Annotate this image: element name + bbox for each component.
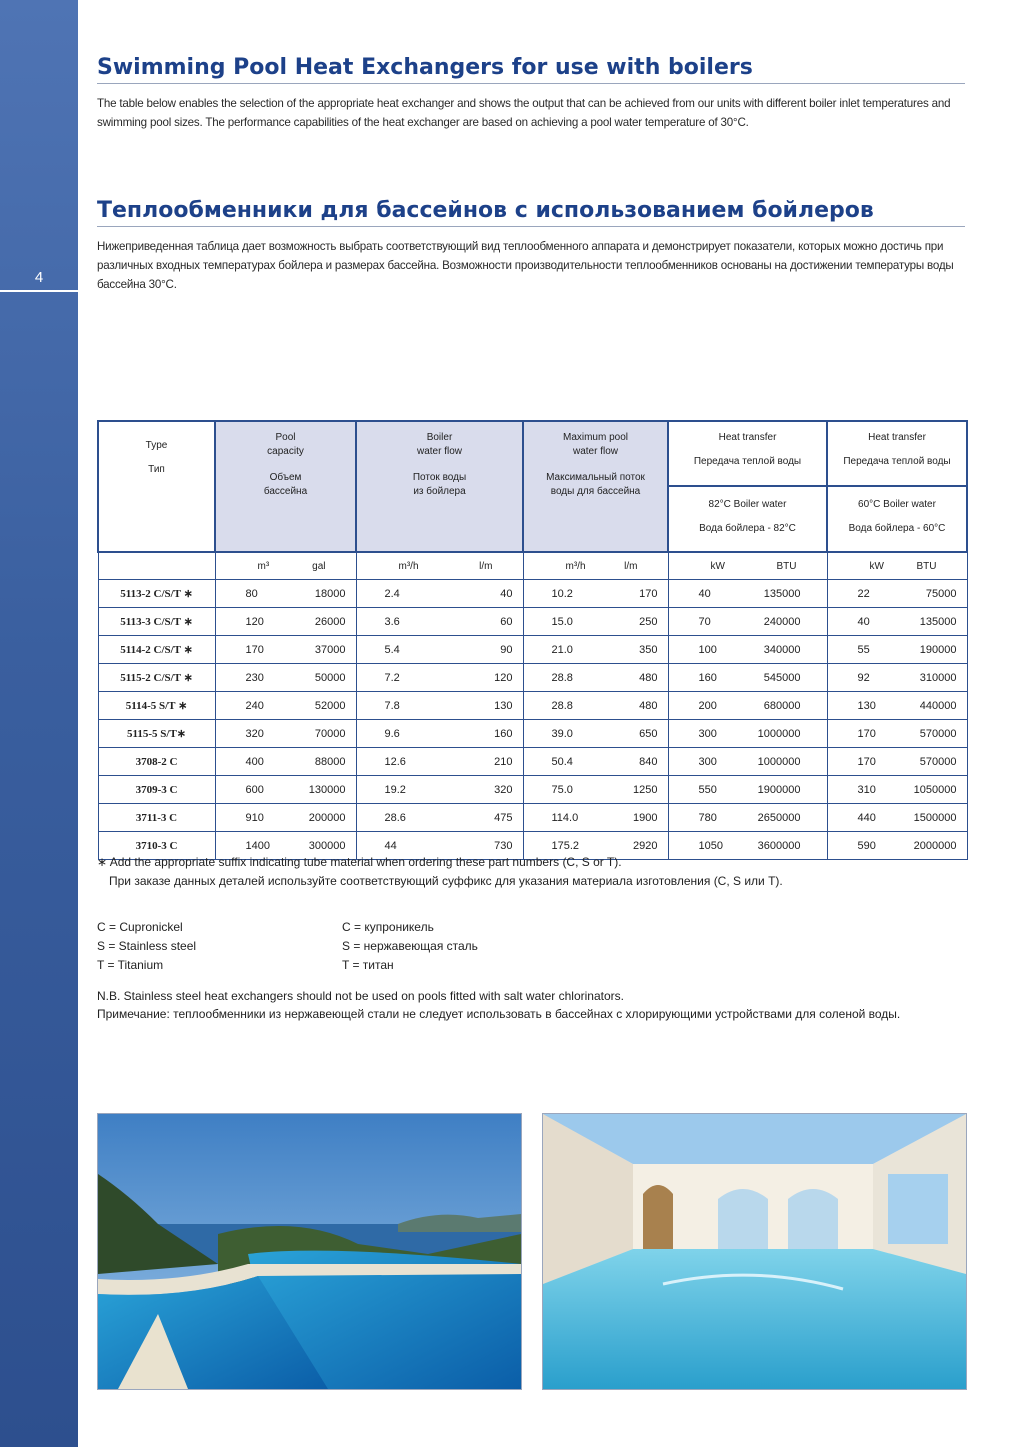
table-row: 3708-2 C 400 88000 12.6 210 50.4 840 300 1000000 170 570000	[98, 748, 967, 776]
header-max-pool-flow: Maximum pool water flow Максимальный поток воды для бассейна	[523, 421, 668, 552]
header-boiler-flow: Boiler water flow Поток воды из бойлера	[356, 421, 523, 552]
table-row: 5115-2 C/S/T ∗ 230 50000 7.2 120 28.8 480 160 545000 92 310000	[98, 664, 967, 692]
units-row: m³ gal m³/h l/m m³/h l/m kW BTU kW BTU	[98, 552, 967, 580]
legend-item: C = Cupronickel	[97, 920, 183, 934]
table-row: 5115-5 S/T∗ 320 70000 9.6 160 39.0 650 300 1000000 170 570000	[98, 720, 967, 748]
legend-item: T = титан	[342, 958, 394, 972]
header-82-boiler-water: 82°C Boiler water Вода бойлера - 82°C	[668, 486, 827, 552]
header-type: Type Тип	[98, 421, 215, 552]
outdoor-pool-photo	[97, 1113, 522, 1390]
intro-russian: Нижеприведенная таблица дает возможность выбрать соответствующий вид теплообменного аппарата и демонстрирует показатели, которых можно достичь при различных входных температурах бойлера и размерах бассейна. Возможности производительности теплообменников основаны на достижении температуры воды бассейна 30°C.	[97, 240, 954, 291]
outdoor-pool-image	[98, 1114, 521, 1389]
header-heat-transfer-60: Heat transfer Передача теплой воды	[827, 421, 967, 486]
table-row: 3711-3 C 910 200000 28.6 475 114.0 1900 780 2650000 440 1500000	[98, 804, 967, 832]
page-sidebar	[0, 0, 78, 1447]
table-row: 5114-5 S/T ∗ 240 52000 7.8 130 28.8 480 200 680000 130 440000	[98, 692, 967, 720]
table-row: 5114-2 C/S/T ∗ 170 37000 5.4 90 21.0 350 100 340000 55 190000	[98, 636, 967, 664]
legend-item: S = нержавеющая сталь	[342, 939, 478, 953]
header-heat-transfer-82: Heat transfer Передача теплой воды	[668, 421, 827, 486]
intro-english: The table below enables the selection of the appropriate heat exchanger and shows the output that can be achieved from our units with different boiler inlet temperatures and swimming pool sizes. The performance capabilities of the heat exchanger are based on achieving a pool water temperature of 30°C.	[97, 97, 951, 129]
legend-item: C = купроникель	[342, 920, 434, 934]
table-row: 5113-3 C/S/T ∗ 120 26000 3.6 60 15.0 250 70 240000 40 135000	[98, 608, 967, 636]
legend-item: S = Stainless steel	[97, 939, 197, 953]
header-pool-capacity: Pool capacity Объем бассейна	[215, 421, 356, 552]
footnote-english: ∗ Add the appropriate suffix indicating tube material when ordering these part numbers (C, S or T).	[97, 855, 622, 869]
heading-russian: Теплообменники для бассейнов с использованием бойлеров	[97, 198, 965, 227]
material-legend-english	[97, 918, 196, 975]
table-row: 5113-2 C/S/T ∗ 80 18000 2.4 40 10.2 170 40 135000 22 75000	[98, 580, 967, 608]
material-legend-russian	[342, 918, 478, 975]
footnote-russian: При заказе данных деталей используйте соответствующий суффикс для указания материала изготовления (C, S или T).	[109, 874, 783, 888]
table-row: 3710-3 C 1400 300000 44 730 175.2 2920 1050 3600000 590 2000000	[98, 832, 967, 860]
legend-item: T = Titanium	[97, 958, 164, 972]
table-row: 3709-3 C 600 130000 19.2 320 75.0 1250 550 1900000 310 1050000	[98, 776, 967, 804]
nb-english: N.B. Stainless steel heat exchangers should not be used on pools fitted with salt water chlorinators.	[97, 989, 624, 1003]
heading-english: Swimming Pool Heat Exchangers for use with boilers	[97, 55, 965, 84]
nb-russian: Примечание: теплообменники из нержавеющей стали не следует использовать в бассейнах с хлорирующими устройствами для соленой воды.	[97, 1007, 901, 1021]
page-number: 4	[0, 268, 78, 292]
indoor-pool-photo	[542, 1113, 967, 1390]
indoor-pool-image	[543, 1114, 966, 1389]
heat-exchanger-table	[97, 420, 968, 860]
header-60-boiler-water: 60°C Boiler water Вода бойлера - 60°C	[827, 486, 967, 552]
